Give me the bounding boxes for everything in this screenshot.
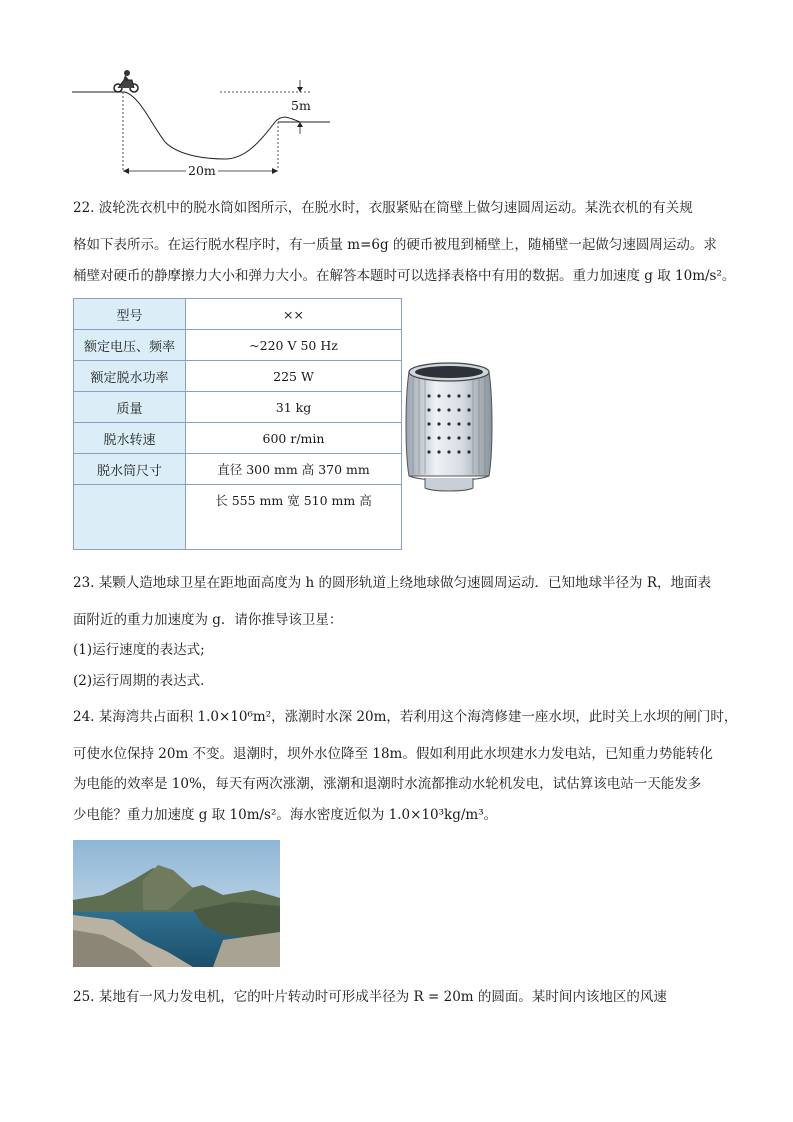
q22-line3: 桶壁对硬币的静摩擦力大小和弹力大小。在解答本题时可以选择表格中有用的数据。重力加速度 g 取 10m/s²。: [73, 268, 736, 284]
spec-key: 脱水转速: [74, 423, 186, 454]
washer-drum-figure: [403, 358, 495, 494]
spec-key: 额定脱水功率: [74, 361, 186, 392]
spec-key: 型号: [74, 299, 186, 330]
table-row: [74, 330, 402, 361]
q23-line2: 面附近的重力加速度为 g．请你推导该卫星：: [73, 612, 343, 628]
table-row: [74, 485, 402, 550]
table-row: [74, 454, 402, 485]
spec-value: 225 W: [186, 361, 402, 392]
q23-line1: 23. 某颗人造地球卫星在距地面高度为 h 的圆形轨道上绕地球做匀速圆周运动．已知地球半径为 R，地面表: [73, 575, 711, 591]
q24-line2: 可使水位保持 20m 不变。退潮时，坝外水位降至 18m。假如利用此水坝建水力发电站，已知重力势能转化: [73, 746, 713, 762]
motorcycle-icon: [114, 70, 138, 92]
spec-value: 直径 300 mm 高 370 mm: [186, 454, 402, 485]
spec-value: 600 r/min: [186, 423, 402, 454]
spec-value: ~220 V 50 Hz: [186, 330, 402, 361]
width-label: 20m: [188, 163, 216, 178]
table-row: [74, 423, 402, 454]
q22-line2: 格如下表所示。在运行脱水程序时，有一质量 m=6g 的硬币被甩到桶壁上，随桶壁一起做匀速圆周运动。求: [73, 237, 717, 253]
q23-sub2: (2)运行周期的表达式．: [73, 673, 214, 689]
spec-key: 脱水筒尺寸: [74, 454, 186, 485]
q25-line1: 25. 某地有一风力发电机，它的叶片转动时可形成半径为 R = 20m 的圆面。某时间内该地区的风速: [73, 989, 667, 1005]
height-label: 5m: [291, 98, 311, 113]
q22-line1: 22. 波轮洗衣机中的脱水筒如图所示，在脱水时，衣服紧贴在筒壁上做匀速圆周运动。某洗衣机的有关规: [73, 200, 693, 216]
table-row: [74, 361, 402, 392]
spec-value: 31 kg: [186, 392, 402, 423]
q23-sub1: (1)运行速度的表达式;: [73, 642, 205, 658]
q24-line1: 24. 某海湾共占面积 1.0×10⁶m²，涨潮时水深 20m，若利用这个海湾修建一座水坝，此时关上水坝的闸门时，: [73, 709, 738, 725]
spec-value: ××: [186, 299, 402, 330]
spec-value: 长 555 mm 宽 510 mm 高: [186, 485, 402, 550]
bay-photo: [73, 840, 280, 967]
table-row: [74, 299, 402, 330]
spec-key: [74, 485, 186, 550]
table-row: [74, 392, 402, 423]
spec-table: [73, 298, 402, 550]
q24-line3: 为电能的效率是 10%，每天有两次涨潮，涨潮和退潮时水流都推动水轮机发电，试估算该电站一天能发多: [73, 776, 702, 792]
q24-line4: 少电能？重力加速度 g 取 10m/s²。海水密度近似为 1.0×10³kg/m³。: [73, 807, 498, 823]
spec-key: 额定电压、频率: [74, 330, 186, 361]
spec-key: 质量: [74, 392, 186, 423]
